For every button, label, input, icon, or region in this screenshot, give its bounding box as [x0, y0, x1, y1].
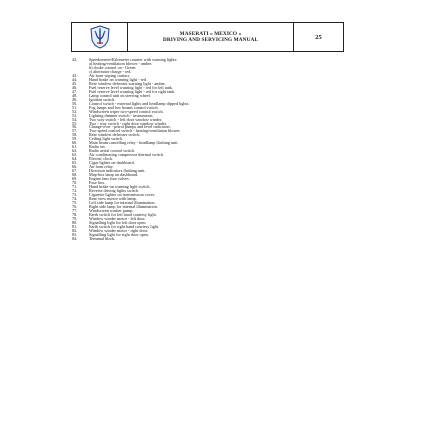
item-text: b) choke control on - Green.: [89, 64, 137, 70]
item-number: 49.: [72, 96, 78, 102]
item-text: Two - way switch - right door window winder.: [89, 120, 167, 126]
item-number: 77.: [72, 207, 78, 213]
item-text: a) heating/ventilation blower - amber.: [89, 60, 153, 66]
item-text: Change-over - petrol pumps and level indicators.: [89, 124, 171, 130]
item-number: 47.: [72, 88, 78, 94]
item-text: Terminal block.: [89, 235, 116, 241]
item-number: 46.: [72, 84, 78, 90]
manual-title: [128, 23, 293, 51]
item-number: 48.: [72, 92, 78, 98]
item-text: Cigarette lighter on transmission cover.: [89, 191, 155, 197]
item-number: 73.: [72, 191, 78, 197]
item-number: 66.: [72, 164, 78, 170]
item-text: Right side lamp for internal illumination.: [89, 203, 158, 209]
item-number: 70.: [72, 180, 78, 186]
maserati-trident-logo-icon: [89, 25, 111, 49]
item-text: Control switch - external lights and headlamp dipped lights.: [89, 100, 190, 106]
page-header: [71, 22, 344, 52]
item-text: Direction indicators flashing unit.: [89, 168, 146, 174]
item-number: 82.: [72, 227, 78, 233]
item-text: Map-box lamp on dashboard.: [89, 172, 139, 178]
item-number: 44.: [72, 76, 78, 82]
item-text: Signalling light for left door open.: [89, 219, 147, 225]
item-text: Window winder motor - right door.: [89, 227, 148, 233]
item-number: 67.: [72, 168, 78, 174]
item-text: Rear window defroster warning light - amber.: [89, 80, 166, 86]
list-item: [72, 237, 322, 241]
item-text: Left side lamp for internal illumination.: [89, 199, 156, 205]
item-text: Reverse driving lights switch.: [89, 187, 140, 193]
item-text: Signalling light for right door open.: [89, 231, 149, 237]
item-text: Rear window defroster switch.: [89, 132, 141, 138]
legend-list: [72, 58, 322, 241]
item-text: Fuse box.: [89, 180, 106, 186]
item-number: 63.: [72, 152, 78, 158]
item-number: 54.: [72, 116, 78, 122]
item-number: 76.: [72, 203, 78, 209]
item-text: Air conditioning compressor thermal switch.: [89, 152, 165, 158]
item-text: Air horn wiping contact.: [89, 72, 131, 78]
item-number: 64.: [72, 156, 78, 162]
item-text: Rear view mirror with lamp.: [89, 195, 137, 201]
item-text: Windscreen washer pump.: [89, 207, 134, 213]
item-number: 62.: [72, 148, 78, 154]
item-number: 72.: [72, 187, 78, 193]
item-number: 59.: [72, 136, 78, 142]
item-text: Speedometer/Kilometer counter with warning lights:: [89, 57, 178, 62]
item-number: 61.: [72, 144, 78, 150]
item-number: 43.: [72, 72, 78, 78]
item-number: 65.: [72, 160, 78, 166]
item-text: Engine fans fuse valves.: [89, 176, 130, 182]
logo-cell: [72, 23, 128, 51]
item-number: 56.: [72, 124, 78, 130]
item-text: Main beam cancelling relay - headlamp flashing unit.: [89, 140, 179, 146]
page-number: 25: [293, 23, 343, 51]
item-text: Two way switch - left door window winder.: [89, 116, 163, 122]
item-text: Two-speed control switch - heating/ventilation blower.: [89, 128, 181, 134]
item-number: 81.: [72, 223, 78, 229]
item-number: 69.: [72, 176, 78, 182]
item-text: Ceiling light switch.: [89, 136, 124, 142]
item-text: Radio aerial control switch.: [89, 148, 136, 154]
item-number: 55.: [72, 120, 78, 126]
title-line-1: MASERATI « MEXICO »: [179, 30, 242, 37]
item-number: 58.: [72, 132, 78, 138]
item-number: 42.: [72, 57, 78, 62]
item-text: c) alternator charge - red.: [89, 68, 132, 74]
item-number: 78.: [72, 211, 78, 217]
item-text: Hand brake-on warning light switch.: [89, 184, 151, 189]
item-text: Fuel reserve level warning light - red for right tank.: [89, 88, 176, 94]
item-number: 80.: [72, 219, 78, 225]
item-number: 45.: [72, 80, 78, 86]
item-number: 75.: [72, 199, 78, 205]
item-number: 84.: [72, 235, 78, 241]
item-number: 52.: [72, 108, 78, 114]
item-text: Windscreen wiper two-speed control switch.: [89, 108, 164, 114]
item-text: Cigar lighter on dashboard.: [89, 160, 135, 166]
item-number: 68.: [72, 172, 78, 178]
title-line-2: DRIVING AND SERVICING MANUAL: [162, 37, 259, 43]
item-number: 71.: [72, 184, 78, 189]
item-text: Window winder motor - left door.: [89, 215, 146, 221]
item-number: 53.: [72, 112, 78, 118]
item-number: 60.: [72, 140, 78, 146]
item-number: 51.: [72, 104, 78, 110]
item-text: Lamp control unit on steering wheel.: [89, 92, 151, 98]
item-text: Hand brake on warning light - red.: [89, 76, 148, 82]
item-number: 50.: [72, 100, 78, 106]
item-number: 57.: [72, 128, 78, 134]
item-text: Lighting dimmer switch - instruments.: [89, 112, 154, 118]
item-text: Air horn relay.: [89, 164, 114, 170]
item-text: Ignition switch.: [89, 96, 116, 102]
item-text: Electric clock.: [89, 156, 114, 162]
item-text: Fog lamps and low beams control switch.: [89, 104, 159, 110]
item-text: Earth switch for right hand courtesy light.: [89, 223, 160, 229]
item-number: 83.: [72, 231, 78, 237]
item-text: Radio set.: [89, 144, 106, 150]
item-text: Earth switch for left hand courtesy light.: [89, 211, 157, 217]
item-number: 79.: [72, 215, 78, 221]
item-number: 74.: [72, 195, 78, 201]
item-text: Fuel reserve level warning light - red for left tank.: [89, 84, 173, 90]
